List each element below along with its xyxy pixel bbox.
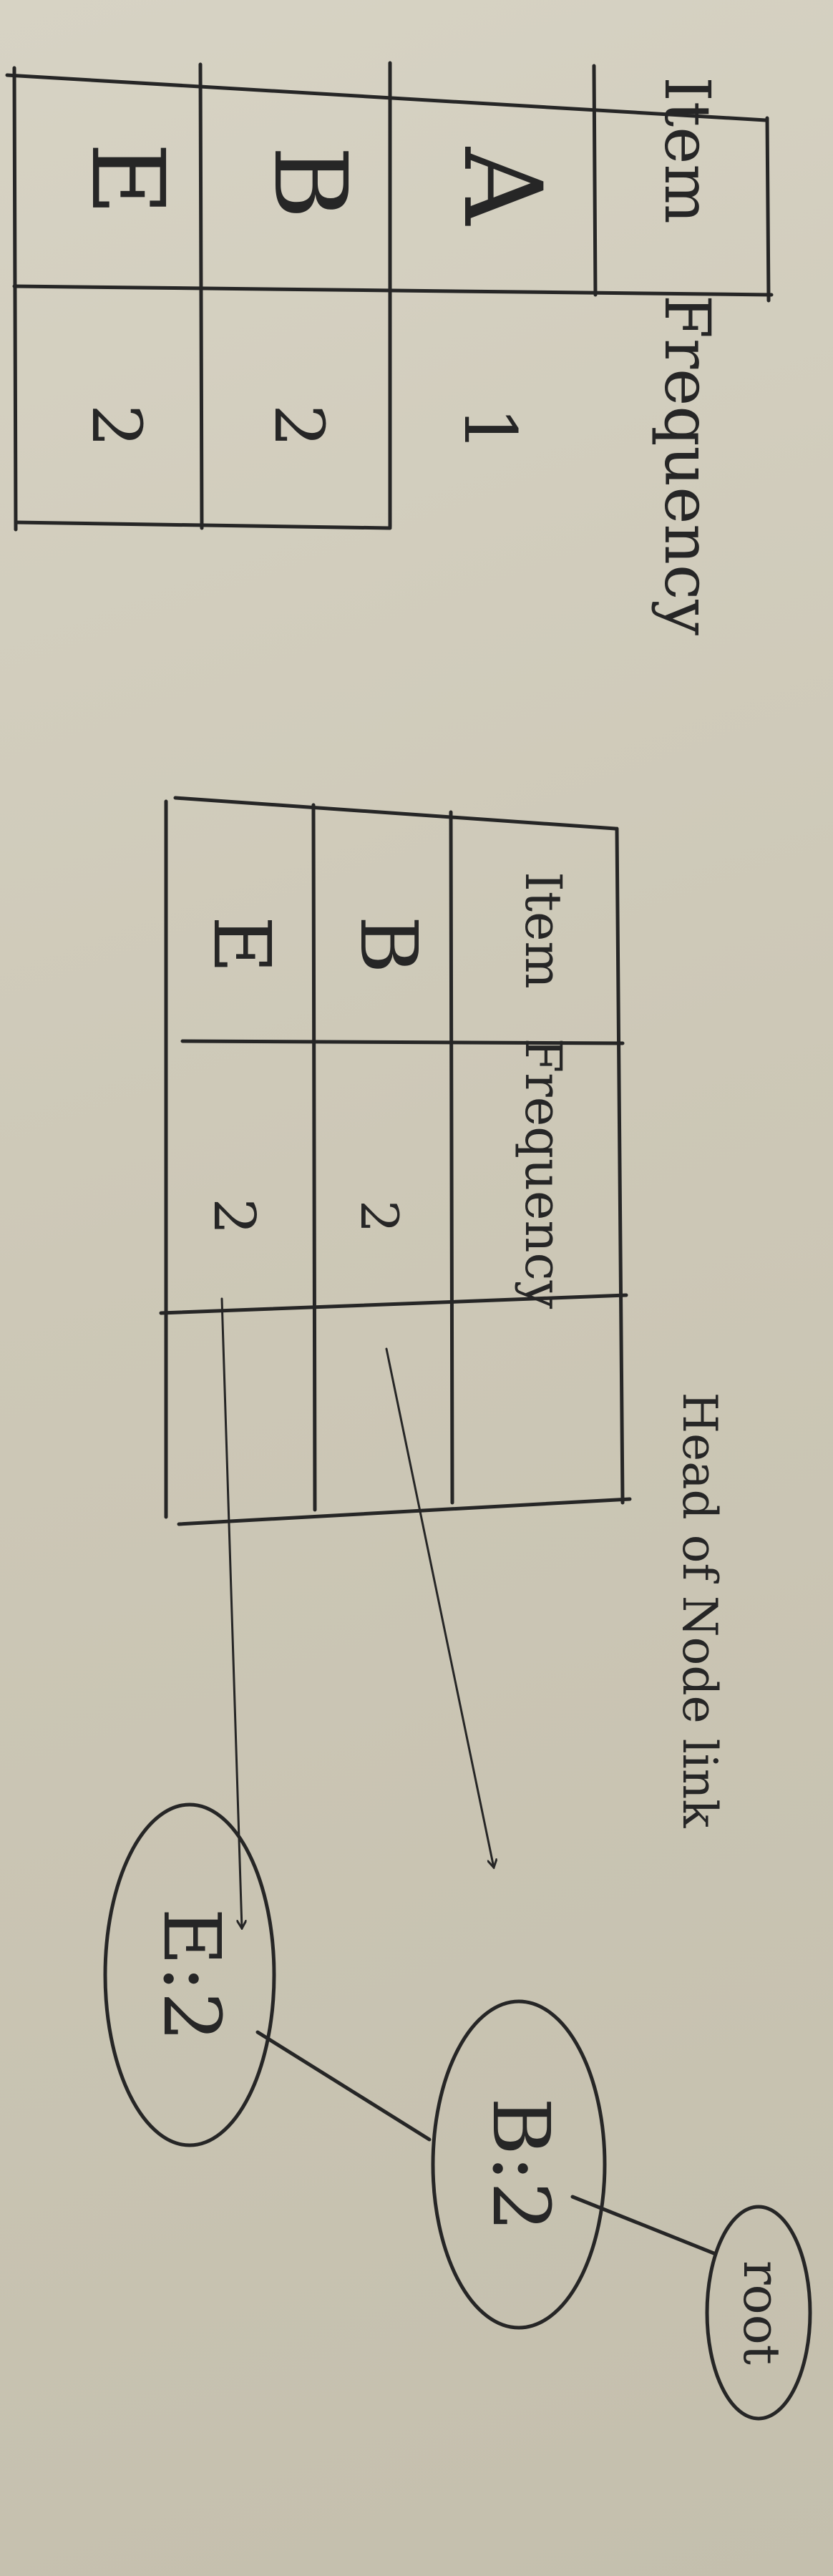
head-of-node-link-label: Head of Node link <box>672 1392 727 1828</box>
table2-header-item: Item <box>514 872 573 989</box>
table2-row-frequency: 2 <box>349 1200 409 1233</box>
table2-row-item: B <box>343 915 434 974</box>
table1-row-frequency: 2 <box>77 404 155 448</box>
node-b-label: B:2 <box>475 2097 567 2232</box>
table1-header-frequency: Frequency <box>651 295 724 635</box>
table2-row-item: E <box>196 915 288 974</box>
node-e-label: E:2 <box>146 1908 238 2042</box>
table1-row-frequency: 1 <box>448 406 532 452</box>
node-link-arrow-e <box>222 1299 242 1928</box>
table1-row-item: B <box>251 145 368 220</box>
table2-row-frequency: 2 <box>201 1198 268 1235</box>
table1-header-item: Item <box>651 77 724 224</box>
table1-row-frequency: 2 <box>259 404 338 448</box>
table2-header-frequency: Frequency <box>514 1038 573 1309</box>
tree-node-shapes <box>105 1805 810 2419</box>
node-root-label: root <box>732 2260 791 2365</box>
table1-row-item: E <box>69 142 185 216</box>
table1-row-item: A <box>439 147 564 225</box>
node-link-arrow-b <box>386 1349 494 1868</box>
edge-b-e <box>258 2032 429 2140</box>
